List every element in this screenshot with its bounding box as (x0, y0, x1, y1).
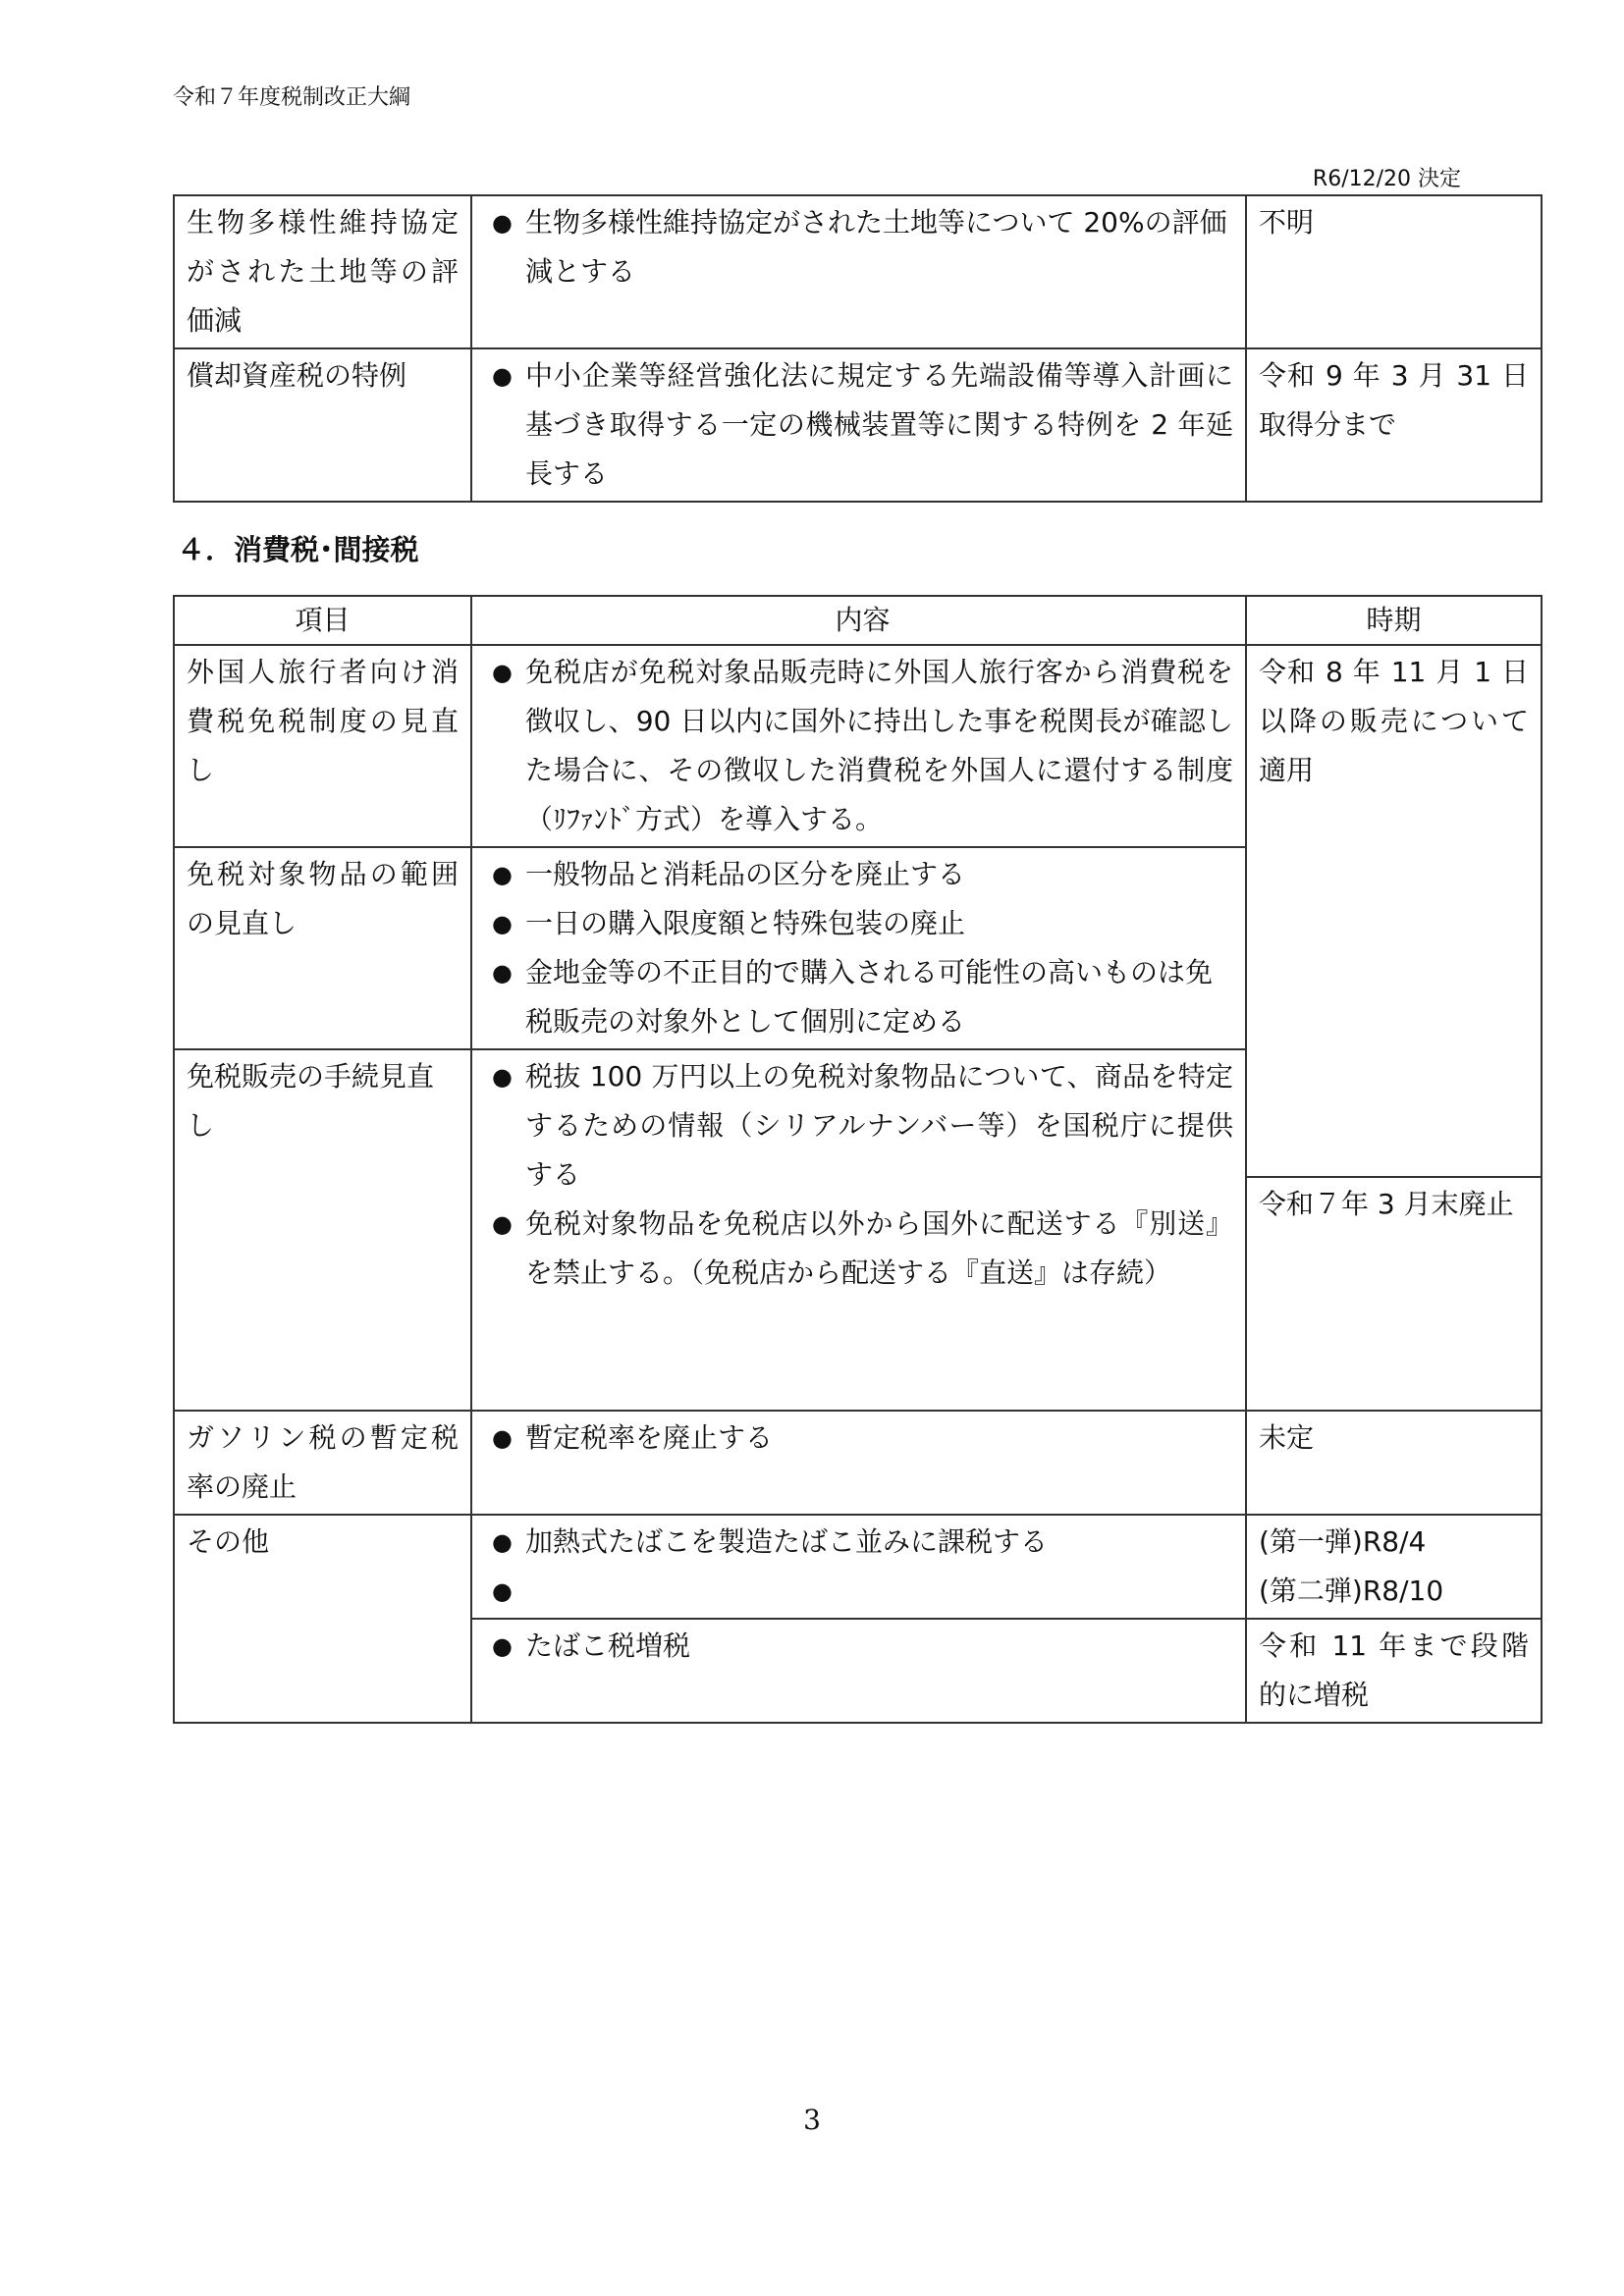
content-cell (471, 195, 1246, 348)
content-cell (471, 847, 1246, 1049)
table-row (174, 348, 1542, 502)
table-row (174, 1515, 1542, 1619)
bullet-item: ● 暫定税率を廃止する (492, 1414, 1233, 1463)
table-row (174, 645, 1542, 847)
bullet-item: ● 一般物品と消耗品の区分を廃止する (492, 850, 1233, 899)
content-cell (471, 1411, 1246, 1515)
item-cell: 償却資産税の特例 (174, 348, 471, 502)
bullet-item: ● 加熱式たばこを製造たばこ並みに課税する (492, 1518, 1233, 1567)
content-cell (471, 645, 1246, 847)
bullet-item: ● 一日の購入限度額と特殊包装の廃止 (492, 899, 1233, 948)
timing-cell: 未定 (1246, 1411, 1542, 1515)
timing-cell: 令和 8 年 11 月 1 日以降の販売について適用 (1246, 645, 1542, 1177)
content-cell (471, 1619, 1246, 1723)
bullet-item: ● 税抜 100 万円以上の免税対象物品について、商品を特定するための情報（シリアルナンバー等）を国税庁に提供する (492, 1052, 1233, 1200)
item-cell: 免税対象物品の範囲の見直し (174, 847, 471, 1049)
bullet-item: ● 免税店が免税対象品販売時に外国人旅行客から消費税を徴収し、90 日以内に国外に持出した事を税関長が確認した場合に、その徴収した消費税を外国人に還付する制度（ﾘﾌｧﾝﾄﾞ方式）を導入する。 (492, 648, 1233, 844)
content-cell (471, 1049, 1246, 1411)
bullet-item: ● 免税対象物品を免税店以外から国外に配送する『別送』を禁止する。（免税店から配送する『直送』は存続） (492, 1200, 1233, 1298)
timing-cell: 不明 (1246, 195, 1542, 348)
decision-date: R6/12/20 決定 (1312, 167, 1461, 191)
header-content: 内容 (471, 596, 1246, 645)
timing-cell: 令和７年 3 月末廃止 (1246, 1177, 1542, 1411)
header-item: 項目 (174, 596, 471, 645)
bullet-item: ● 中小企業等経営強化法に規定する先端設備等導入計画に基づき取得する一定の機械装置等に関する特例を 2 年延長する (492, 351, 1233, 499)
table-row (174, 1411, 1542, 1515)
tax-reform-table-continued (173, 194, 1543, 503)
header-timing: 時期 (1246, 596, 1542, 645)
timing-cell: 令和 11 年まで段階的に増税 (1246, 1619, 1542, 1723)
item-cell: 生物多様性維持協定がされた土地等の評価減 (174, 195, 471, 348)
content-cell (471, 1515, 1246, 1619)
consumption-tax-table (173, 595, 1543, 1724)
section-title: ４．消費税･間接税 (177, 533, 419, 566)
bullet-item: ● 金地金等の不正目的で購入される可能性の高いものは免税販売の対象外として個別に定める (492, 948, 1233, 1046)
content-cell (471, 348, 1246, 502)
table-row (174, 195, 1542, 348)
item-cell: 免税販売の手続見直し (174, 1049, 471, 1411)
document-header-title: 令和７年度税制改正大綱 (173, 85, 411, 110)
timing-cell: (第一弾)R8/4 (第二弾)R8/10 (1246, 1515, 1542, 1619)
page-number: 3 (803, 2104, 821, 2136)
item-cell: ガソリン税の暫定税率の廃止 (174, 1411, 471, 1515)
table-header-row (174, 596, 1542, 645)
bullet-item: ● 生物多様性維持協定がされた土地等について 20%の評価減とする (492, 198, 1233, 296)
bullet-item: ● たばこ税増税 (492, 1622, 1233, 1671)
item-cell: その他 (174, 1515, 471, 1723)
item-cell: 外国人旅行者向け消費税免税制度の見直し (174, 645, 471, 847)
timing-cell: 令和 9 年 3 月 31 日取得分まで (1246, 348, 1542, 502)
